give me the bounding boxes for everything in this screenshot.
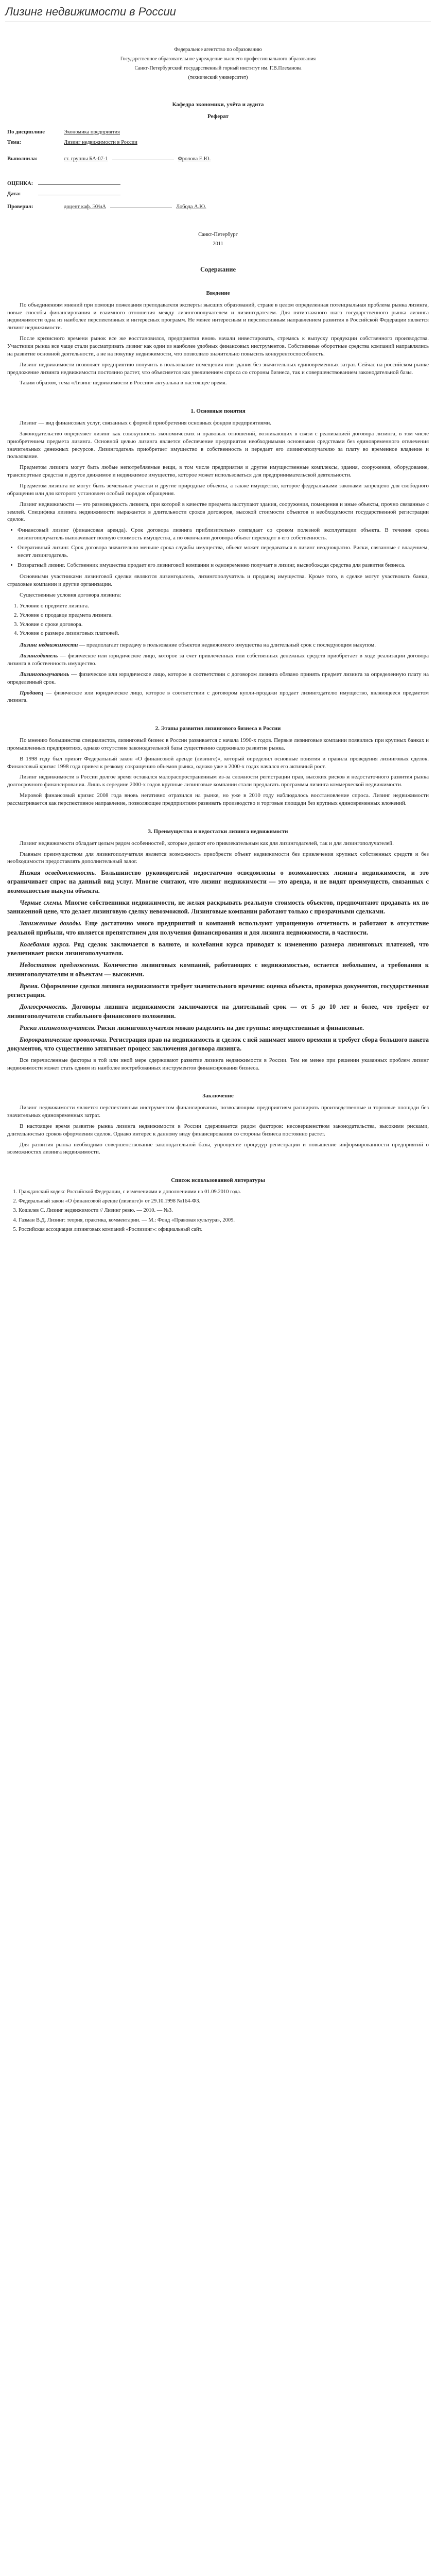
chapter-1-paragraph: Лизинг недвижимости — это разновидность лизинга, при которой в качестве предмета выступают здания, сооружения, помещения и иные объекты, прочно связанные с землей. Специфика лизинга недвижимости выражается в длительности сроков договоров, высокой стоимости объектов и необходимости государственной регистрации сделок. <box>7 501 429 523</box>
lead-term: Риски лизингополучателя. <box>20 1024 96 1031</box>
conclusion-paragraph: Для развития рынка необходимо совершенствование законодательной базы, упрощение процедур регистрации и повышение информированности предприятий о возможностях лизинга недвижимости. <box>7 1141 429 1156</box>
cover-block <box>7 101 429 163</box>
heavy-text: Многие собственники недвижимости, не желая раскрывать реальную стоимость объектов, предпочитают продавать их по заниженной цене, что делает лизинговую сделку невозможной. Лизинговые компании работают только с прозрачными сделками. <box>7 899 429 916</box>
heavy-text: Еще достаточно много предприятий и компаний используют упрощенную отчетность и работают в отсутствие реальной прибыли, что является препятствием для получения финансирования и для лизинга недвижимости, в частности. <box>7 920 429 936</box>
lead-term: Черные схемы. <box>20 899 63 906</box>
term: Лизинг недвижимости <box>20 642 78 649</box>
chapter-1-paragraph: Существенные условия договора лизинга: <box>20 592 121 599</box>
chapter-2-paragraph: По мнению большинства специалистов, лизинговый бизнес в России развивается с начала 1990-х годов. Первые лизинговые компании появились при крупных банках и промышленных предприятиях, однако отсутствие законодательной базы существенно сдерживало развитие рынка. <box>7 737 429 751</box>
intro-heading: Введение <box>206 290 230 296</box>
heavy-paragraph <box>7 1036 429 1054</box>
references-heading: Список использованной литературы <box>171 1177 265 1184</box>
heavy-paragraph <box>7 1024 429 1032</box>
lead-term: Низкая осведомленность. <box>20 869 96 877</box>
ministry-line: (технический университет) <box>188 75 248 80</box>
ministry-header <box>7 46 429 81</box>
checker-row <box>7 204 429 211</box>
subject-value: Экономика предприятия <box>64 129 120 135</box>
chapter-2-paragraph: Мировой финансовый кризис 2008 года вновь негативно отразился на рынке, но уже в 2010 году наблюдалось восстановление спроса. Лизинг недвижимости рассматривается как перспективное направление, позволяющее предприятиям развивать производство и торговые площади без крупных единовременных вложений. <box>7 792 429 806</box>
topic-row <box>7 139 429 146</box>
grade-label: ОЦЕНКА: <box>7 181 33 187</box>
conclusion-paragraph: В настоящее время развитие рынка лизинга недвижимости в России сдерживается рядом факторов: несовершенством законодательства, высокими рисками, длительностью сроков оформления сделок. Однако интерес к данному виду финансирования со стороны бизнеса постоянно растет. <box>7 1123 429 1137</box>
lease-types-list <box>18 527 429 569</box>
student-name: Фролова Е.Ю. <box>178 156 211 162</box>
chapter-2-paragraph: Лизинг недвижимости в России долгое время оставался малораспространенным из-за сложности регистрации прав, высоких рисков и недостаточного развития рынка долгосрочного финансирования. Лишь к середине 2000-х годов крупные лизинговые компании стали предлагать программы лизинга коммерческой недвижимости. <box>7 774 429 788</box>
list-item: 4. Условие о размере лизинговых платежей. <box>20 630 429 637</box>
student-group: ст. группы БА-07-1 <box>64 156 108 162</box>
ministry-line: Санкт-Петербургский государственный горный институт им. Г.В.Плеханова <box>134 65 302 71</box>
reference-item: 5. Российская ассоциация лизинговых компаний «Рослизинг»: официальный сайт. <box>19 1226 429 1233</box>
date-row <box>7 191 429 198</box>
heavy-text: Оформление сделки лизинга недвижимости требует значительного времени: оценка объекта, проверка документов, государственная регистрация. <box>7 982 429 999</box>
heavy-paragraph <box>7 899 429 917</box>
lead-term: Время. <box>20 982 39 990</box>
grade-line <box>38 184 120 185</box>
heavy-paragraph <box>7 982 429 1000</box>
chapter-2-paragraph: В 1998 году был принят Федеральный закон «О финансовой аренде (лизинге)», который определил основные понятия и правила проведения лизинговых сделок. Финансовый кризис 1998 года привел к резкому сокращению объемов рынка, однако уже в 2000-х годах начался его активный рост. <box>7 755 429 770</box>
term: Лизингополучатель <box>20 671 69 677</box>
heavy-text: Регистрация прав на недвижимость и сделок с ней занимает много времени и требует сбора большого пакета документов, что существенно затягивает процесс заключения договора лизинга. <box>7 1036 429 1053</box>
chapter-1-paragraph: Предметом лизинга могут быть любые непотребляемые вещи, в том числе предприятия и другие имущественные комплексы, здания, сооружения, оборудование, транспортные средства и другое движимое и недвижимое имущество, которое может использоваться для предпринимательской деятельности. <box>7 464 429 479</box>
chapter-1-paragraph: Предметом лизинга не могут быть земельные участки и другие природные объекты, а также имущество, которое федеральными законами запрещено для свободного обращения или для которого установлен особый порядок обращения. <box>7 482 429 497</box>
list-item: • Оперативный лизинг. Срок договора значительно меньше срока службы имущества, объект может передаваться в лизинг неоднократно. Риски, связанные с владением, несет лизингодатель. <box>18 544 429 560</box>
term: Продавец <box>20 689 44 696</box>
conclusion-paragraph: Лизинг недвижимости является перспективным инструментом финансирования, позволяющим предприятиям расширять производственные и торговые площади без значительных единовременных затрат. <box>7 1105 429 1119</box>
ministry-line: Федеральное агентство по образованию <box>174 47 262 53</box>
intro-paragraph: По объединениям мнений при помощи пожелания преподавателя эксперты высших образований, стране в целом определенная потенциальная проблема рынка лизинга, новые способы финансирования и взаимного отношения между лизингополучателем и лизингодателем. Для пятиэтажного шага государственного рынка лизинга недвижимости одна из наиболее перспективных и интересных программ. Не менее интересным и перспективным направлением развития в Российской Федерации является лизинг недвижимости. <box>7 301 429 331</box>
chapter-3-heading: 3. Преимущества и недостатки лизинга недвижимости <box>148 828 288 835</box>
chapter-3-paragraph: Главным преимуществом для лизингополучателя является возможность приобрести объект недвижимости без привлечения крупных собственных средств и без необходимости предоставлять дополнительный залог. <box>7 851 429 865</box>
term-text: физическое или юридическое лицо, которое в соответствии с договором купли-продажи продает лизингодателю имущество, являющееся предметом лизинга. <box>7 689 429 704</box>
intro-paragraph: Таким образом, тема «Лизинг недвижимости в России» актуальна в настоящее время. <box>20 380 227 386</box>
heavy-text: Договоры лизинга недвижимости заключаются на длительный срок — от 5 до 10 лет и более, что требует от лизингополучателя стабильного финансового положения. <box>7 1003 429 1020</box>
term-definition: Лизинг недвижимости — предполагает передачу в пользование объектов недвижимого имущества на длительный срок с последующим выкупом. <box>20 642 376 649</box>
grade-row <box>7 180 429 188</box>
list-item: • Возвратный лизинг. Собственник имущества продает его лизинговой компании и одновременно получает в лизинг, высвобождая средства для развития бизнеса. <box>18 562 429 569</box>
term-text: физическое или юридическое лицо, которое в соответствии с договором лизинга обязано принять предмет лизинга за определенную плату на определенный срок. <box>7 671 429 685</box>
term-text: предполагает передачу в пользование объектов недвижимого имущества на длительный срок с последующим выкупом. <box>86 642 376 649</box>
work-type: Реферат <box>207 113 229 120</box>
term: Лизингодатель <box>20 653 58 659</box>
heavy-text: Ряд сделок заключается в валюте, и колебания курса приводят к изменению размера лизинговых платежей, что увеличивает риски лизингополучателя. <box>7 940 429 957</box>
ministry-line: Государственное образовательное учреждение высшего профессионального образования <box>120 56 316 62</box>
city: Санкт-Петербург <box>198 231 238 238</box>
term-definition: Продавец — физическое или юридическое лицо, которое в соответствии с договором купли-продажи продает лизингодателю имущество, являющееся предметом лизинга. <box>7 689 429 704</box>
lead-term: Бюрократические проволочки. <box>20 1036 108 1044</box>
list-item: 3. Условие о сроке договора. <box>20 621 429 629</box>
conditions-list <box>20 602 429 637</box>
subject-label: По дисциплине <box>7 129 45 135</box>
chapter-3-paragraph: Все перечисленные факторы в той или иной мере сдерживают развитие лизинга недвижимости в России. Тем не менее при решении указанных проблем лизинг недвижимости может стать одним из наиболее востребованных инструментов финансирования бизнеса. <box>7 1057 429 1071</box>
checker-name: Лобода А.Ю. <box>176 204 206 210</box>
heavy-paragraph <box>7 940 429 958</box>
term-text: физическое или юридическое лицо, которое за счет привлеченных или собственных денежных средств приобретает в ходе реализации договора лизинга в собственность имущество. <box>7 653 429 667</box>
page-title: Лизинг недвижимости в России <box>5 5 176 18</box>
intro-paragraph: После кризисного времени рынок все же восстановился, предприятия вновь начали инвестировать, стремясь к выпуску продукции собственного производства. Участники рынка все чаще стали рассматривать лизинг как один из наиболее удобных финансовых инструментов. Собственные оборотные средства компаний направлялись на развитие основной деятельности, а не на покупку недвижимости, что позволило значительно повысить конкурентоспособность. <box>7 335 429 357</box>
heavy-text: Большинство руководителей недостаточно осведомлены о возможностях лизинга недвижимости, и это ограничивает спрос на данный вид услуг. Многие считают, что лизинг недвижимости — это аренда, и не видят преимуществ, связанных с возможностью выкупа объекта. <box>7 869 429 894</box>
heavy-paragraph <box>7 919 429 937</box>
topic-label: Тема: <box>7 139 22 145</box>
contents-heading: Содержание <box>200 266 236 274</box>
reference-item: 3. Кошелев С. Лизинг недвижимости // Лизинг ревю. — 2010. — №3. <box>19 1207 429 1214</box>
heavy-paragraph <box>7 961 429 979</box>
student-row <box>7 156 429 163</box>
heavy-paragraph <box>7 1003 429 1021</box>
chapter-1-paragraph: Основными участниками лизинговой сделки являются лизингодатель, лизингополучатель и продавец имущества. Кроме того, в сделке могут участвовать банки, страховые компании и другие организации. <box>7 573 429 588</box>
checker-position: доцент каф. ЭУиА <box>64 204 107 210</box>
lead-term: Колебания курса. <box>20 940 71 948</box>
term-definition: Лизингодатель — физическое или юридическое лицо, которое за счет привлеченных или собственных денежных средств приобретает в ходе реализации договора лизинга в собственность имущество. <box>7 653 429 667</box>
list-item: • Финансовый лизинг (финансовая аренда). Срок договора лизинга приблизительно совпадает со сроком полезной эксплуатации объекта. В течение срока лизингополучатель выплачивает полную стоимость имущества, а по окончании договора объект переходит в его собственность. <box>18 527 429 542</box>
list-item: 1. Условие о предмете лизинга. <box>20 602 429 610</box>
lead-term: Недостаток предложения. <box>20 961 100 969</box>
grade-block <box>7 180 429 211</box>
lead-term: Заниженные доходы. <box>20 920 82 927</box>
reference-item: 4. Газман В.Д. Лизинг: теория, практика, комментарии. — М.: Фонд «Правовая культура», 2009. <box>19 1217 429 1224</box>
chapter-1-paragraph: Законодательство определяет лизинг как совокупность экономических и правовых отношений, возникающих в связи с реализацией договора лизинга, в том числе приобретением предмета лизинга. Основной целью лизинга является обеспечение предприятия необходимыми основными средствами без единовременного отвлечения значительных денежных ресурсов. Лизингодатель приобретает имущество в собственность и передает его лизингополучателю за плату во временное владение и пользование. <box>7 430 429 460</box>
heavy-paragraph <box>7 869 429 895</box>
chapter-1-paragraph: Лизинг — вид финансовых услуг, связанных с формой приобретения основных фондов предприятиями. <box>20 420 272 427</box>
reference-item: 2. Федеральный закон «О финансовой аренде (лизинге)» от 29.10.1998 №164-ФЗ. <box>19 1198 429 1205</box>
term-definition: Лизингополучатель — физическое или юридическое лицо, которое в соответствии с договором лизинга обязано принять предмет лизинга за определенную плату на определенный срок. <box>7 671 429 685</box>
document-body <box>0 46 436 1233</box>
intro-paragraph: Лизинг недвижимости позволяет предприятию получить в пользование помещения или здания без значительных единовременных затрат. Сейчас на российском рынке предложение лизинга недвижимости постоянно растет, что объясняется как увеличением спроса со стороны бизнеса, так и совершенствованием законодательной базы. <box>7 361 429 376</box>
chapter-3-paragraph: Лизинг недвижимости обладает целым рядом особенностей, которые делают его привлекательным как для лизингодателей, так и для лизингополучателей. <box>20 840 394 846</box>
references-list <box>7 1189 429 1233</box>
chapter-1-heading: 1. Основные понятия <box>190 408 246 415</box>
topic-value: Лизинг недвижимости в России <box>64 139 137 145</box>
list-item: 2. Условие о продавце предмета лизинга. <box>20 612 429 619</box>
year: 2011 <box>213 241 223 247</box>
conclusion-heading: Заключение <box>202 1093 234 1099</box>
checker-label: Проверил: <box>7 204 33 210</box>
chapter-2-heading: 2. Этапы развития лизингового бизнеса в России <box>155 725 281 732</box>
department: Кафедра экономики, учёта и аудита <box>172 101 264 108</box>
heavy-text: Количество лизинговых компаний, работающих с недвижимостью, остается небольшим, а требования к лизингополучателям и объектам — высокими. <box>7 961 429 978</box>
lead-term: Долгосрочность. <box>20 1003 68 1011</box>
subject-row <box>7 129 429 136</box>
reference-item: 1. Гражданский кодекс Российской Федерации, с изменениями и дополнениями на 01.09.2010 года. <box>19 1189 429 1196</box>
heavy-text: Риски лизингополучателя можно разделить на две группы: имущественные и финансовые. <box>97 1024 364 1031</box>
student-label: Выполнила: <box>7 156 38 162</box>
date-label: Дата: <box>7 191 21 197</box>
